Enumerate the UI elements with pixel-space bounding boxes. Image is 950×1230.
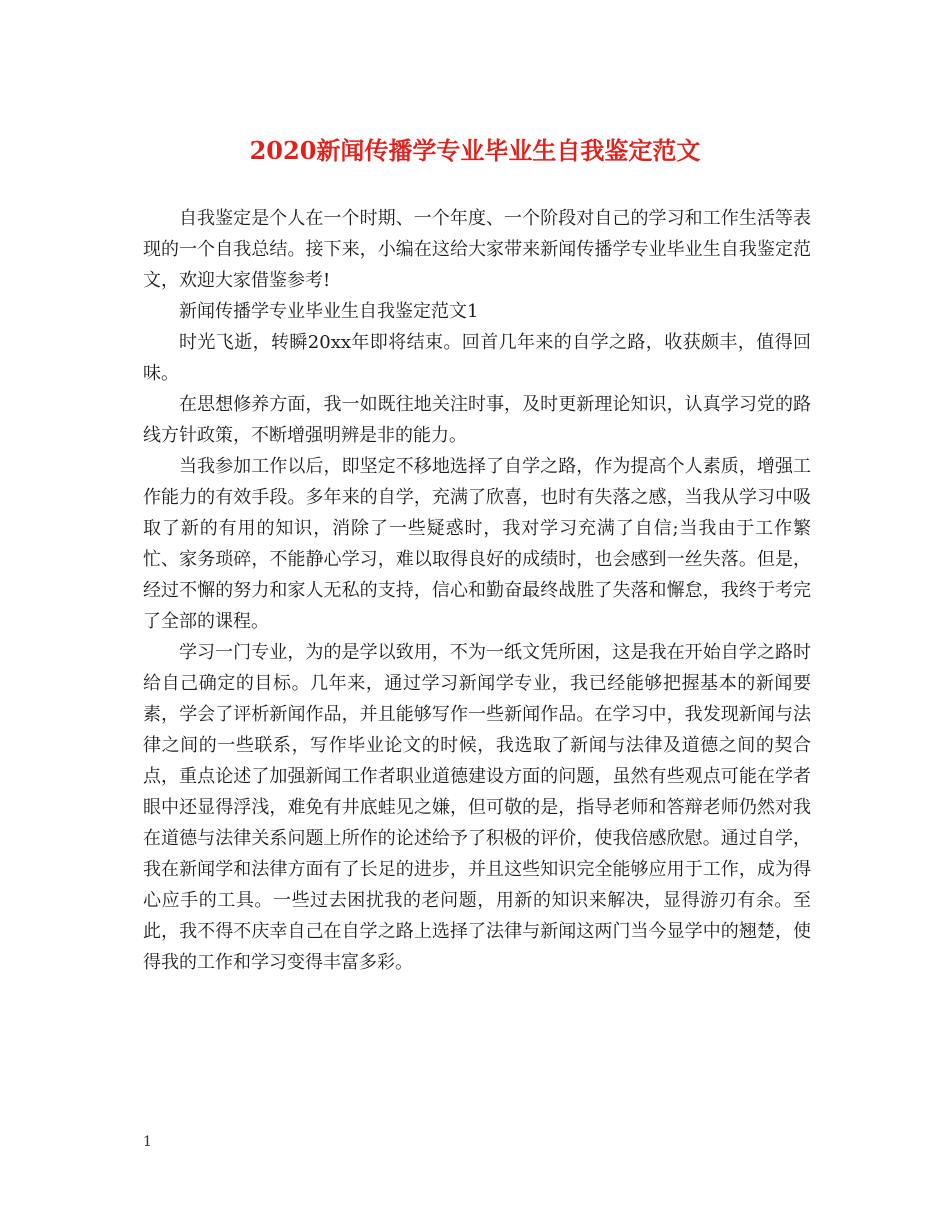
document-title: 2020新闻传播学专业毕业生自我鉴定范文 bbox=[249, 136, 701, 165]
section-heading: 新闻传播学专业毕业生自我鉴定范文1 bbox=[179, 301, 479, 322]
paragraph: 当我参加工作以后，即坚定不移地选择了自学之路，作为提高个人素质，增强工作能力的有效手段。多年来的自学，充满了欣喜，也时有失落之感，当我从学习中吸取了新的有用的知识，消除了一些疑惑时，我对学习充满了自信;当我由于工作繁忙、家务琐碎，不能静心学习，难以取得良好的成绩时，也会感到一丝失落。但是，经过不懈的努力和家人无私的支持，信心和勤奋最终战胜了失落和懈怠，我终于考完了全部的课程。 bbox=[143, 456, 811, 632]
paragraph: 在思想修养方面，我一如既往地关注时事，及时更新理论知识，认真学习党的路线方针政策，不断增强明辨是非的能力。 bbox=[143, 394, 811, 446]
paragraph: 学习一门专业，为的是学以致用，不为一纸文凭所困，这是我在开始自学之路时给自己确定的目标。几年来，通过学习新闻学专业，我已经能够把握基本的新闻要素，学会了评析新闻作品，并且能够写作一些新闻作品。在学习中，我发现新闻与法律之间的一些联系，写作毕业论文的时候，我选取了新闻与法律及道德之间的契合点，重点论述了加强新闻工作者职业道德建设方面的问题，虽然有些观点可能在学者眼中还显得浮浅，难免有井底蛙见之嫌，但可敬的是，指导老师和答辩老师仍然对我在道德与法律关系问题上所作的论述给予了积极的评价，使我倍感欣慰。通过自学，我在新闻学和法律方面有了长足的进步，并且这些知识完全能够应用于工作，成为得心应手的工具。一些过去困扰我的老问题，用新的知识来解决，显得游刃有余。至此，我不得不庆幸自己在自学之路上选择了法律与新闻这两门当今显学中的翘楚，使得我的工作和学习变得丰富多彩。 bbox=[143, 642, 811, 973]
paragraph: 时光飞逝，转瞬20xx年即将结束。回首几年来的自学之路，收获颇丰，值得回味。 bbox=[143, 332, 811, 384]
page-number: 1 bbox=[143, 1134, 152, 1150]
document-body bbox=[143, 203, 811, 978]
paragraph-intro: 自我鉴定是个人在一个时期、一个年度、一个阶段对自己的学习和工作生活等表现的一个自我总结。接下来，小编在这给大家带来新闻传播学专业毕业生自我鉴定范文，欢迎大家借鉴参考! bbox=[143, 208, 811, 291]
